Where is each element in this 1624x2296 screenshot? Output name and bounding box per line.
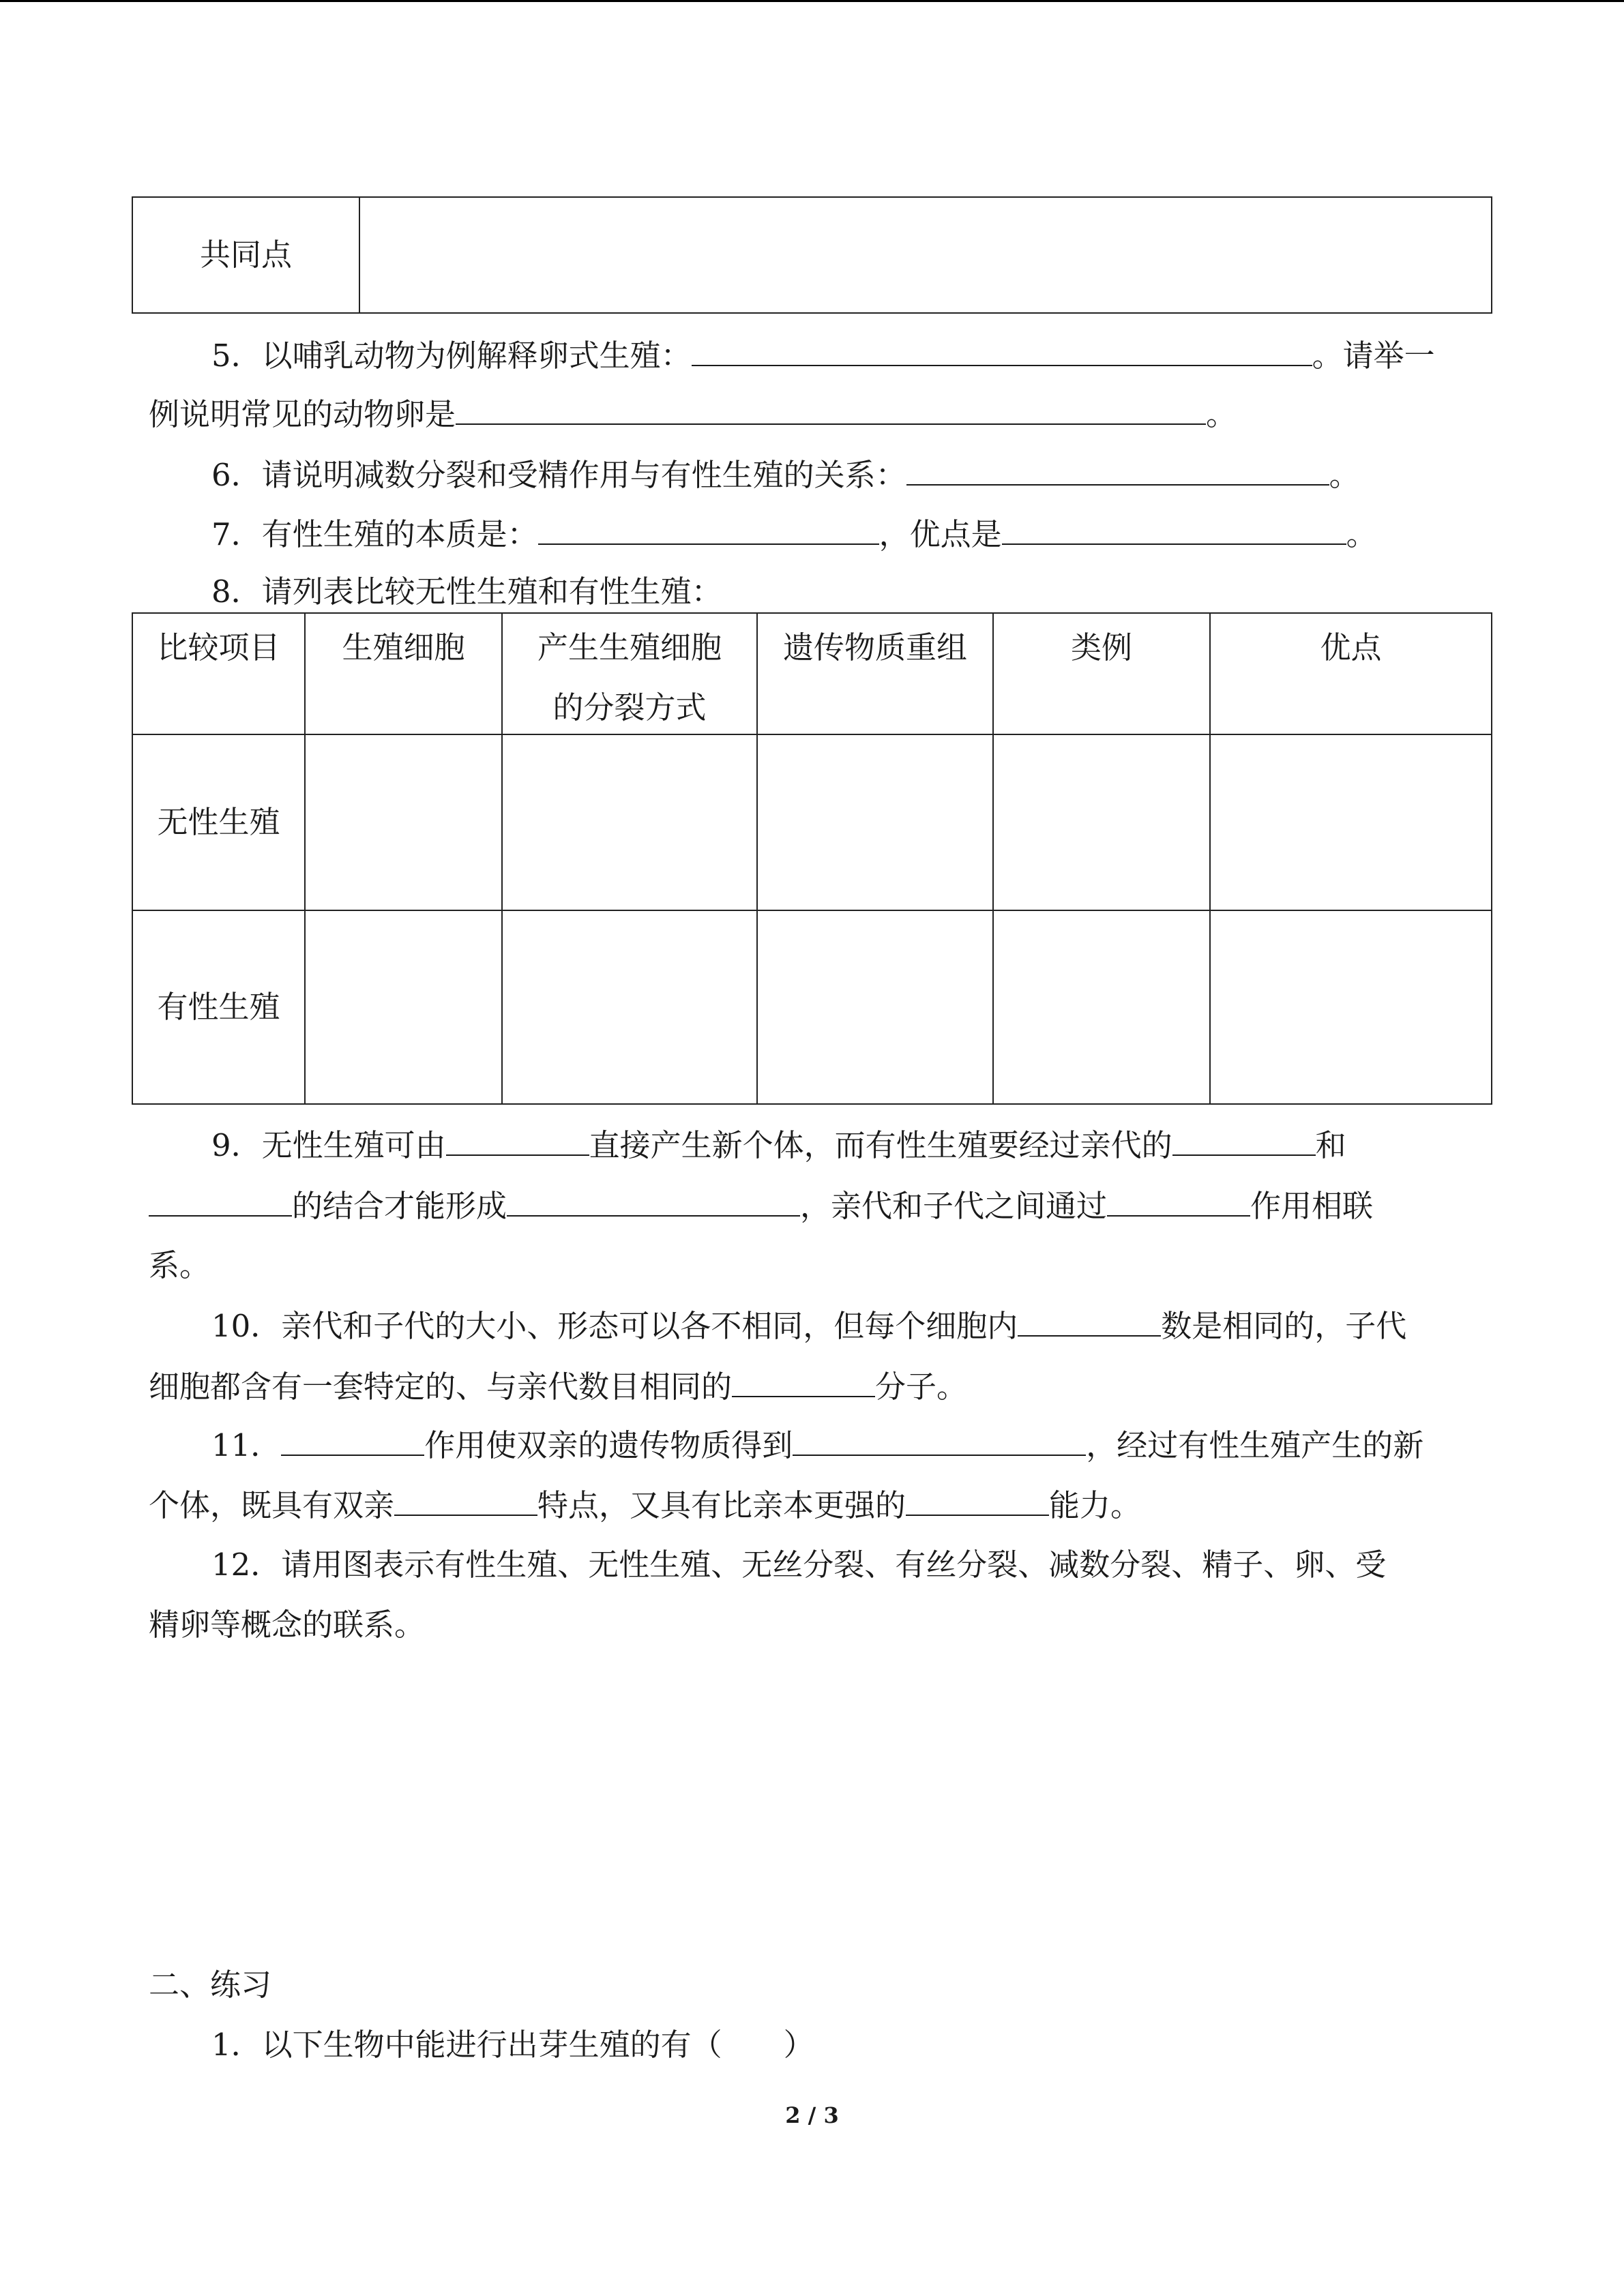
q9-blank-1[interactable] [446,1124,589,1156]
q7-text-1: 7．有性生殖的本质是： [211,516,538,552]
table-cell[interactable] [305,910,502,1104]
q12-text-2: 精卵等概念的联系。 [149,1607,426,1643]
question-10-line-2 [149,1366,967,1407]
q5-blank-2[interactable] [456,393,1206,425]
q12-text-1: 12．请用图表示有性生殖、无性生殖、无丝分裂、有丝分裂、减数分裂、精子、卵、受 [211,1547,1387,1583]
section-2-title: 二、练习 [149,1967,272,2003]
q9-text-5: ，亲代和子代之间通过 [800,1188,1108,1224]
header-division-method-line-1: 产生生殖细胞 [537,629,722,666]
question-5-line-2 [149,393,1237,435]
q7-text-2: ，优点是 [879,516,1002,552]
question-6 [211,454,1360,496]
q5-blank-1[interactable] [692,335,1312,366]
comparison-row-asexual [132,734,1492,910]
question-9-line-1 [211,1124,1346,1166]
q6-text-2: 。 [1329,457,1360,493]
q11-text-2: 作用使双亲的遗传物质得到 [424,1427,793,1463]
q7-blank-2[interactable] [1002,513,1346,545]
question-5-line-1 [211,335,1435,376]
comparison-row-sexual [132,910,1492,1104]
header-examples: 类例 [993,613,1210,734]
question-10-line-1 [211,1305,1406,1347]
table-cell[interactable] [1210,910,1492,1104]
page-number: 2 / 3 [785,2102,839,2128]
q10-text-2: 数是相同的，子代 [1161,1308,1407,1344]
q10-text-1: 10．亲代和子代的大小、形态可以各不相同，但每个细胞内 [211,1308,1018,1344]
q10-text-4: 分子。 [875,1369,968,1405]
table-cell[interactable] [757,734,993,910]
q10-blank-2[interactable] [732,1366,875,1397]
q6-text-1: 6．请说明减数分裂和受精作用与有性生殖的关系： [211,457,906,493]
q11-text-6: 能力。 [1049,1487,1142,1523]
question-12-line-2 [149,1605,425,1645]
comparison-header-row [132,613,1492,734]
q9-text-6: 作用相联 [1250,1188,1374,1224]
table-cell[interactable] [757,910,993,1104]
q9-blank-5[interactable] [1107,1185,1250,1217]
table-cell[interactable] [502,910,757,1104]
header-reproductive-cell: 生殖细胞 [305,613,502,734]
table-cell[interactable] [993,910,1210,1104]
q11-text-3: ，经过有性生殖产生的新 [1086,1427,1424,1463]
q9-text-7: 系。 [149,1247,211,1283]
q11-blank-1[interactable] [281,1425,424,1456]
question-7 [211,513,1377,555]
q5-text-2: 。请举一 [1312,338,1435,374]
top-border [0,0,1624,2]
q11-text-5: 特点，又具有比亲本更强的 [537,1487,906,1523]
q11-blank-2[interactable] [793,1425,1086,1456]
table-cell[interactable] [305,734,502,910]
row-label-sexual: 有性生殖 [132,910,305,1104]
q10-text-3: 细胞都含有一套特定的、与亲代数目相同的 [149,1369,733,1405]
header-division-method-line-2: 的分裂方式 [552,689,707,726]
comparison-table [132,612,1492,1105]
question-12-line-1 [211,1545,1386,1585]
header-division-method [502,613,757,734]
q7-text-3: 。 [1346,516,1377,552]
q9-blank-3[interactable] [149,1185,292,1217]
row-label-asexual: 无性生殖 [132,734,305,910]
common-points-answer-cell[interactable] [359,197,1492,313]
q10-blank-1[interactable] [1018,1305,1161,1337]
q11-text-1: 11． [211,1427,282,1463]
q9-blank-2[interactable] [1172,1124,1316,1156]
question-11-line-2 [149,1485,1141,1526]
q5-text-4: 。 [1206,396,1237,432]
question-9-line-3 [149,1245,210,1286]
q8-text: 8．请列表比较无性生殖和有性生殖： [211,573,722,610]
table-cell[interactable] [502,734,757,910]
header-genetic-recombination: 遗传物质重组 [757,613,993,734]
common-points-label: 共同点 [132,197,359,313]
table-cell[interactable] [1210,734,1492,910]
table-cell[interactable] [993,734,1210,910]
question-9-line-2 [149,1185,1373,1227]
common-points-table [132,196,1492,314]
q11-blank-3[interactable] [394,1485,537,1516]
q9-blank-4[interactable] [507,1185,800,1217]
q9-text-3: 和 [1315,1127,1346,1163]
q6-blank-1[interactable] [906,454,1329,486]
q9-text-4: 的结合才能形成 [292,1188,507,1224]
q9-text-2: 直接产生新个体，而有性生殖要经过亲代的 [589,1127,1172,1163]
practice-question-1: 1．以下生物中能进行出芽生殖的有（ ） [211,2027,814,2063]
header-compare-item: 比较项目 [132,613,305,734]
question-11-line-1 [211,1425,1423,1466]
header-advantages: 优点 [1210,613,1492,734]
q5-text-3: 例说明常见的动物卵是 [149,396,456,432]
question-8 [211,571,722,612]
q11-blank-4[interactable] [906,1485,1049,1516]
q7-blank-1[interactable] [538,513,879,545]
q11-text-4: 个体，既具有双亲 [149,1487,395,1523]
q5-text-1: 5．以哺乳动物为例解释卵式生殖： [211,338,692,374]
q9-text-1: 9．无性生殖可由 [211,1127,446,1163]
